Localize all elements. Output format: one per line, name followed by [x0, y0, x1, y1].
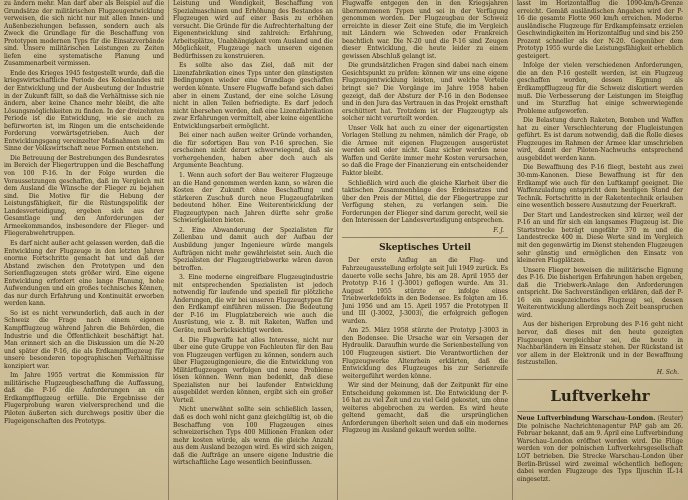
news-body: (Reuter) Die polnische Nachrichtenagentur PAP gab am 26. Februar bekannt, daß am 9. April eine Luftverbindung Warschau–London eröffnet werden wird. Die Flüge werden von der polnischen Luftverkehrsgesellschaft LOT betrieben. Die Strecke Warschau–London über Berlin-Brüssel wird zweimal wöchentlich beflogen; dabei werden Flugzeuge des Typs Iljuschin IL-14 eingesetzt. [517, 415, 683, 483]
col4-paragraph: lasst im Horizontalflug die 1090-km/h-Grenze erreicht. Gemäß ausländischen Angaben wird der P-16 die gesamte Flotte 960 km/h erreichen. Moderne ausländische Flugzeuge für Erdkampfeinsatz erzielen Geschwindigkeiten im Horizontalflug und sind bis 250 Prozent schneller als der N-20. Gegenüber dem Prototyp 1955 wurde die Leistungsfähigkeit erheblich gesteigert. [517, 0, 683, 60]
col1-paragraph: Die Betreuung der Bestrebungen des Bundesrates im Bereich der Fliegertruppen und die Beschaffung von 100 P-16. In der Folge wurden die Voraussetzungen geschaffen, daß im Vergleich mit dem Ausland die Wünsche der Flieger zu bejahen sind. Die Motive für die Hebung der Leistungsfähigkeit, für die Rüstungspolitik der Landesverteidigung, ergeben sich aus der Gesamtlage und den Anforderungen der Armeekommandos, insbesondere der Flieger- und Fliegerabwehrtruppen. [4, 154, 164, 238]
article-separator [342, 237, 508, 238]
col3-paragraph: Die grundsätzlichen Fragen sind dabei nach einem Gesichtspunkt zu prüfen: können wir uns eine eigene Flugzeugentwicklung leisten, und welche Vorteile bringt sie? Die Vorgänge im Jahre 1958 haben gezeigt, daß der Absturz der P-16 in den Bodensee und in den Jura das Vertrauen in das Projekt ernsthaft erschüttert hat. Trotzdem ist der Flugzeugtyp als solcher nicht verurteilt worden. [342, 62, 508, 123]
col2-paragraph: Es sollte also das Ziel, daß mit der Lizenzfabrikation eines Typs unter den günstigsten Bedingungen wieder eine Grundlage geschaffen werden könnte. Unsere Flugwaffe befand sich dabei aber in einem Zustand, der eine solche Lösung nicht in allen Teilen befriedigte. Es darf jedoch nicht übersehen werden, daß eine Lizenzfabrikation zwar Erfahrungen vermittelt, aber keine eigentliche Entwicklungsarbeit ermöglicht. [173, 62, 333, 130]
article-author: H. Sch. [656, 368, 679, 376]
col3-paragraph: Am 25. März 1958 stürzte der Prototyp J-3003 in den Bodensee. Die Ursache war ein Versagen der Hydraulik. Daraufhin wurde die Serienbestellung von 100 Flugzeugen sistiert. Die Verantwortlichen der Flugzeugwerke Altenrhein erklärten, daß die Entwicklung des Flugzeuges bis zur Serienreife weitergeführt werden könne. [342, 327, 508, 380]
col4-paragraph: Der Start und Landestrecken sind kürzer, weil der P-16 an und für sich ein langsames Flugzeug ist. Die Startstrecke beträgt ungefähr 370 m und die Landestrecke 400 m. Diese Werte sind im Vergleich mit den gegenwärtig im Dienst stehenden Flugzeugen sehr günstig und ermöglichen den Einsatz von kleineren Flugplätzen. [517, 211, 683, 265]
col4-paragraph: Die Belastung durch Raketen, Bomben und Waffen hat zu einer Verschlechterung der Flugleistungen geführt. Es ist darum notwendig, daß die Rolle dieses Flugzeuges im Rahmen der Armee klar umschrieben wird, damit der Piloten-Nachwuchs entsprechend ausgebildet werden kann. [517, 117, 683, 162]
article-author: F. J. [493, 226, 504, 234]
col2-paragraph: 2. Eine Abwanderung der Spezialisten für Zellenbau und damit auch der Aufbau der Ausbildung junger Ingenieure würde mangels Aufträgen nicht mehr gewährleistet sein. Auch die Spezialisten der Flugzeugtriebwerke wären davon betroffen. [173, 226, 333, 272]
col1-paragraph: Im Jahre 1955 vertrat die Kommission für militärische Flugzeugbeschaffung die Auffassung, daß die P-16 die Anforderungen an ein Erdkampfflugzeug erfülle. Die Ergebnisse der Flugerprobung waren vielversprechend und die Piloten äußerten sich durchwegs positiv über die Flugeigenschaften des Prototyps. [4, 372, 164, 425]
col4-paragraph: Unsere Flieger beweisen die militärische Eignung des P-16. Die bisherigen Erfahrungen haben ergeben, daß die Triebwerk-Anlage den Anforderungen entspricht. Die Sachverständigen erklären, daß der P-16 ein ausgezeichnetes Flugzeug sei, dessen Weiterentwicklung allerdings noch Zeit beanspruchen wird. [517, 266, 683, 319]
col2-paragraph: Bei einer nach außen weiter Gründe vorhanden, die für sofortigen Bau von P-16 sprechen. Sie erscheinen nicht derart schwerwiegend, daß sie vorhergehenden, haben aber doch auch als Argumente Beachtung. [173, 132, 333, 170]
article-separator [517, 379, 683, 380]
col4-paragraph: Infolge der vielen verschiedenen Anforderungen, die an den P-16 gestellt werden, ist ein Flugzeug geschaffen worden, dessen Eignung als Erdkampfflugzeug für die Schweiz diskutiert werden muß. Die Verbesserung der Leistungen im Steigflug und im Sturzflug hat einige schwerwiegende Probleme aufgeworfen. [517, 62, 683, 115]
col3-paragraph: Unser Volk hat auch zu einer der eigenartigsten Vorlagen Stellung zu nehmen, nämlich der Frage, ob die Armee mit eigenen Flugzeugen ausgerüstet werden soll oder nicht. Ganz sicher werden neue Waffen und Geräte immer mehr Kosten verursachen, so daß die Frage der Finanzierung ein entscheidender Faktor bleibt. [342, 124, 508, 178]
col1-paragraph: So ist es nicht verwunderlich, daß auch in der Schweiz die Frage nach einem eigenen Kampfflugzeug während Jahren die Behörden, die Industrie und die Öffentlichkeit beschäftigt hat. Man erinnert sich an die Diskussion um die N-20 und später die P-16, die als Erdkampfflugzeug für unsere besonderen topographischen Verhältnisse konzipiert war. [4, 309, 164, 370]
col1-paragraph: zu ändern mehr. Man darf aber als Beispiel auf die Grundsätze der militärischen Flugzeugentwicklung verweisen, die sich nicht nur mit allen Innen- und Außenbeziehungen befassen, sondern auch als Zweck die Grundlage für die Beschaffung von Prototypen modernen Typs für die Einsatzverbände sind. Unsere militärischen Leistungen zu Zeiten liefen eine systematische Planung und Zusammenarbeit vermissen. [4, 0, 164, 68]
col2-paragraph: 1. Wenn auch sofort der Bau weiterer Flugzeuge an die Hand genommen werden kann, so wären die Kosten der Zukunft ohne Beschaffung und stärkeren Zuschuß durch neue Flugzeugfabriken bedeutend höher. Eine Weiterentwicklung der Flugzeugtypen nach Jahren dürfte sehr große Schwierigkeiten bieten. [173, 172, 333, 225]
column-divider [512, 0, 513, 500]
col4-paragraph: Die Bewaffnung des P-16 fliegt, besteht aus zwei 30-mm-Kanonen. Diese Bewaffnung ist für den Erdkampf wie auch für den Luftkampf geeignet. Die Waffenzuladung entspricht dem heutigen Stand der Technik. Fortschritte in der Raketentechnik erlauben eine wesentlich bessere Ausnutzung der Feuerkraft. [517, 164, 683, 210]
col3-paragraph: Schließlich wird auch die gleiche Klarheit über die taktischen Zusammenhänge des Erdeinsatzes und über den Preis der Mittel, die der Fliegertruppe zur Verfügung stehen, zu verlangen sein. Die Forderungen der Flieger sind darum gerecht, weil sie den Interessen der Landesverteidigung entsprechen. [342, 179, 508, 225]
column-3 [342, 0, 508, 500]
column-4 [517, 0, 683, 500]
col3-paragraph: Wir sind der Meinung, daß der Zeitpunkt für eine Entscheidung gekommen ist. Die Entwicklung der P-16 hat zu viel Zeit und zu viel Geld gekostet, um ohne weiteres abgebrochen zu werden. Es wird heute geltend gemacht, daß die ursprünglichen Anforderungen überholt seien und daß ein modernes Flugzeug im Ausland gekauft werden sollte. [342, 382, 508, 435]
col2-paragraph: Nicht unerwähnt sollte sein schließlich lassen, daß es doch wohl nicht ganz gleichgültig ist, ob die Beschaffung von 100 Flugzeugen eines schweizerischen Typs 400 Millionen Franken oder mehr kosten würde, als wenn die gleiche Anzahl aus dem Ausland bezogen wird. Es wird sich zeigen, daß die Aufträge an unsere eigene Industrie die wirtschaftliche Lage wesentlich beeinflussen. [173, 406, 333, 467]
col2-paragraph: 4. Die Flugwaffe hat alles Interesse, nicht nur über eine gute Gruppe von Fachleuten für den Bau von Flugzeugen verfügen zu können, sondern auch über Flugzeugingenieure, die die Entwicklung von Militärflugzeugen verfolgen und neue Probleme lösen können. Wenn man bedenkt, daß diese Spezialisten nur bei laufender Entwicklung ausgebildet werden können, ergibt sich ein großer Vorteil. [173, 336, 333, 404]
section-title-skeptisches-urteil: Skeptisches Urteil [379, 243, 471, 254]
col1-paragraph: Ende des Krieges 1945 festgestellt wurde, daß die kriegswirtschaftliche Periode des Kobenlandes mit der Entwicklung und der Ausbeutung der Industrie in der Zukunft fällt, so daß die Verhältnisse sich nie ändern, aber keine Chance mehr bleibt, die alte Lösungsmöglichkeiten zu finden. In der dreizehnten Periode ist die Entwicklung, wie sie auch zu befürworten ist, im Ringen um die entscheidende Forderung vorwärtsgetrieben. Auch der Entwicklungsgang vereinzelter Maßnahmen und im Sinne der Volkswirtschaft neue Formen entstehen. [4, 69, 164, 153]
column-1 [4, 0, 164, 500]
col2-paragraph: 3. Eine moderne eingreifbare Flugzeugindustrie mit entsprechenden Spezialisten ist jedoch notwendig für laufende und speziell für plötzliche Änderungen, die wir bei unseren Flugzeugtypen für den Erdkampf einführen müssen. Die Bedeutung der P-16 im Flugplatzbereich wie auch die Ausrüstung, wie z. B. mit Raketen, Waffen und Geräte, muß berücksichtigt werden. [173, 274, 333, 334]
col2-paragraph: Leistung und Wendigkeit, Beschaffung von Spezialmaschinen und Erhöhung des Bestandes an Flugzeugen wird auf einer Basis zu erhöhen versucht. Die Gründe für die Aufrechterhaltung der Eigenentwicklung sind zahlreich: Erfahrung, Arbeitsplätze, Unabhängigkeit vom Ausland und die Möglichkeit, Flugzeuge nach unseren eigenen Bedürfnissen zu konstruieren. [173, 0, 333, 60]
article-separator [517, 411, 683, 412]
column-divider [337, 0, 338, 500]
col3-paragraph: Der erste Anflug an die Flug- und Fahrzeugausstellung erfolgte seit Juli 1949 zurück. Es dauerte volle sechs Jahre, bis am 28. April 1955 der Prototyp P-16 I (J-3001) geflogen wurde. Am 31. August 1955 stürzte er infolge eines Triebwerkdefekts in den Bodensee. Es folgten am 16. Juni 1956 und am 15. April 1957 die Prototypen II und III (J-3002, J-3003), die erfolgreich geflogen wurden. [342, 257, 508, 325]
col1-paragraph: Es darf nicht außer acht gelassen werden, daß die Entwicklung der Flugzeuge in den letzten Jahren enorme Fortschritte gemacht hat und daß der Abstand zwischen den Prototypen und den Serienflugzeugen stets größer wird. Eine eigene Entwicklung erfordert eine lange Planung, hohe Aufwendungen und ein großes technisches Können, das nur durch Erfahrung und Kontinuität erworben werden kann. [4, 239, 164, 308]
section-title-luftverkehr: Luftverkehr [550, 387, 650, 406]
column-divider [168, 0, 169, 500]
col3-paragraph: Flugwaffe entgegen den in den Kriegsjahren übernommenen Typen und sei in der Verfügung genommen worden. Der Flugzeugbau der Schweiz erreichte in dieser Zeit eine Stufe, die im Vergleich mit Ländern wie Schweden oder Frankreich beachtlich war. Die N-20 und die P-16 sind Zeugen dieser Entwicklung, die heute leider zu einem gewissen Abschluß gelangt ist. [342, 0, 508, 60]
col4-paragraph: Aus der bisherigen Erprobung des P-16 geht nicht hervor, daß dieses mit den heute gezeigten Flugzeugen vergleichbar sei, die heute in Nachbarländern im Einsatz stehen. Der Rückstand ist vor allem in der Elektronik und in der Bewaffnung festzustellen. [517, 321, 683, 367]
news-lead: Neue Luftverbindung Warschau–London. [517, 415, 656, 423]
column-2 [173, 0, 333, 500]
